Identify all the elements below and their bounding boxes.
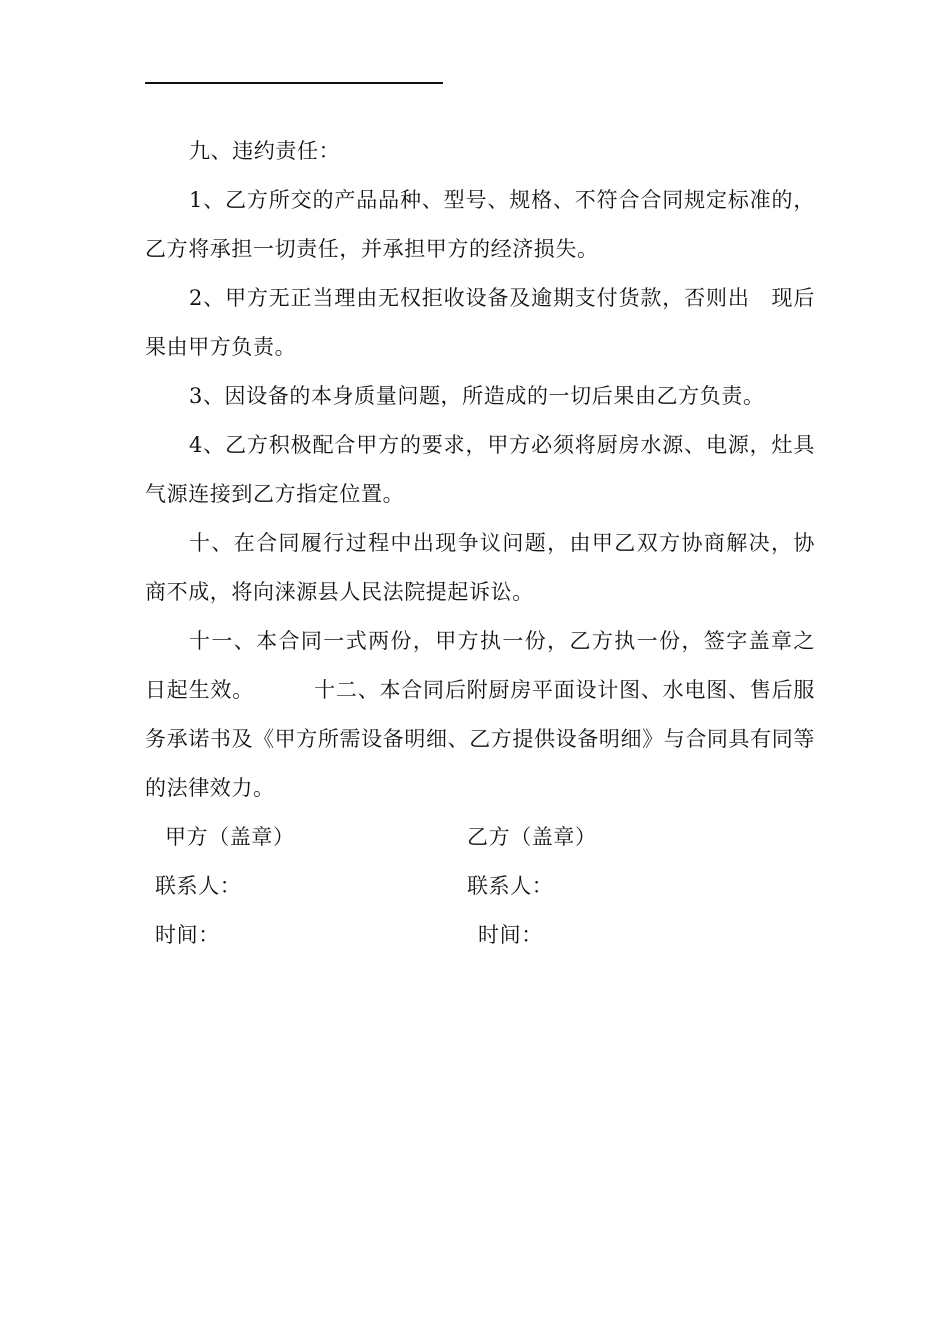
clause-nine-item-4: 4、乙方积极配合甲方的要求，甲方必须将厨房水源、电源，灶具气源连接到乙方指定位置。 — [145, 433, 815, 506]
signature-time-row — [145, 911, 815, 960]
clause-nine-item-3: 3、因设备的本身质量问题，所造成的一切后果由乙方负责。 — [189, 384, 765, 408]
clause-nine-heading: 九、违约责任： — [189, 139, 341, 163]
party-b-seal-label: 乙方（盖章） — [467, 825, 597, 849]
party-a-seal-label: 甲方（盖章） — [165, 825, 295, 849]
contract-body — [145, 127, 815, 960]
clause-ten: 十、在合同履行过程中出现争议问题，由甲乙双方协商解决，协商不成，将向涞源县人民法院提起诉讼。 — [145, 531, 815, 604]
clause-eleven-twelve — [145, 617, 815, 813]
clause-nine-item-2: 2、甲方无正当理由无权拒收设备及逾期支付货款，否则出 现后果由甲方负责。 — [145, 286, 815, 359]
clause-twelve: 十二、本合同后附厨房平面设计图、水电图、售后服务承诺书及《甲方所需设备明细、乙方提供设备明细》与合同具有同等的法律效力。 — [145, 678, 815, 800]
signature-contact-row — [145, 862, 815, 911]
party-a-contact-label: 联系人： — [155, 874, 242, 898]
clause-nine-item-1: 1、乙方所交的产品品种、型号、规格、不符合合同规定标准的，乙方将承担一切责任，并承担甲方的经济损失。 — [145, 188, 815, 261]
party-b-time-label: 时间： — [478, 923, 543, 947]
signature-seal-row — [145, 813, 815, 862]
party-b-contact-label: 联系人： — [467, 874, 554, 898]
party-a-time-label: 时间： — [155, 923, 220, 947]
top-horizontal-rule — [145, 82, 443, 84]
clause-eleven: 十一、本合同一式两份，甲方执一份，乙方执一份，签字盖章之日起生效。 — [145, 629, 815, 702]
